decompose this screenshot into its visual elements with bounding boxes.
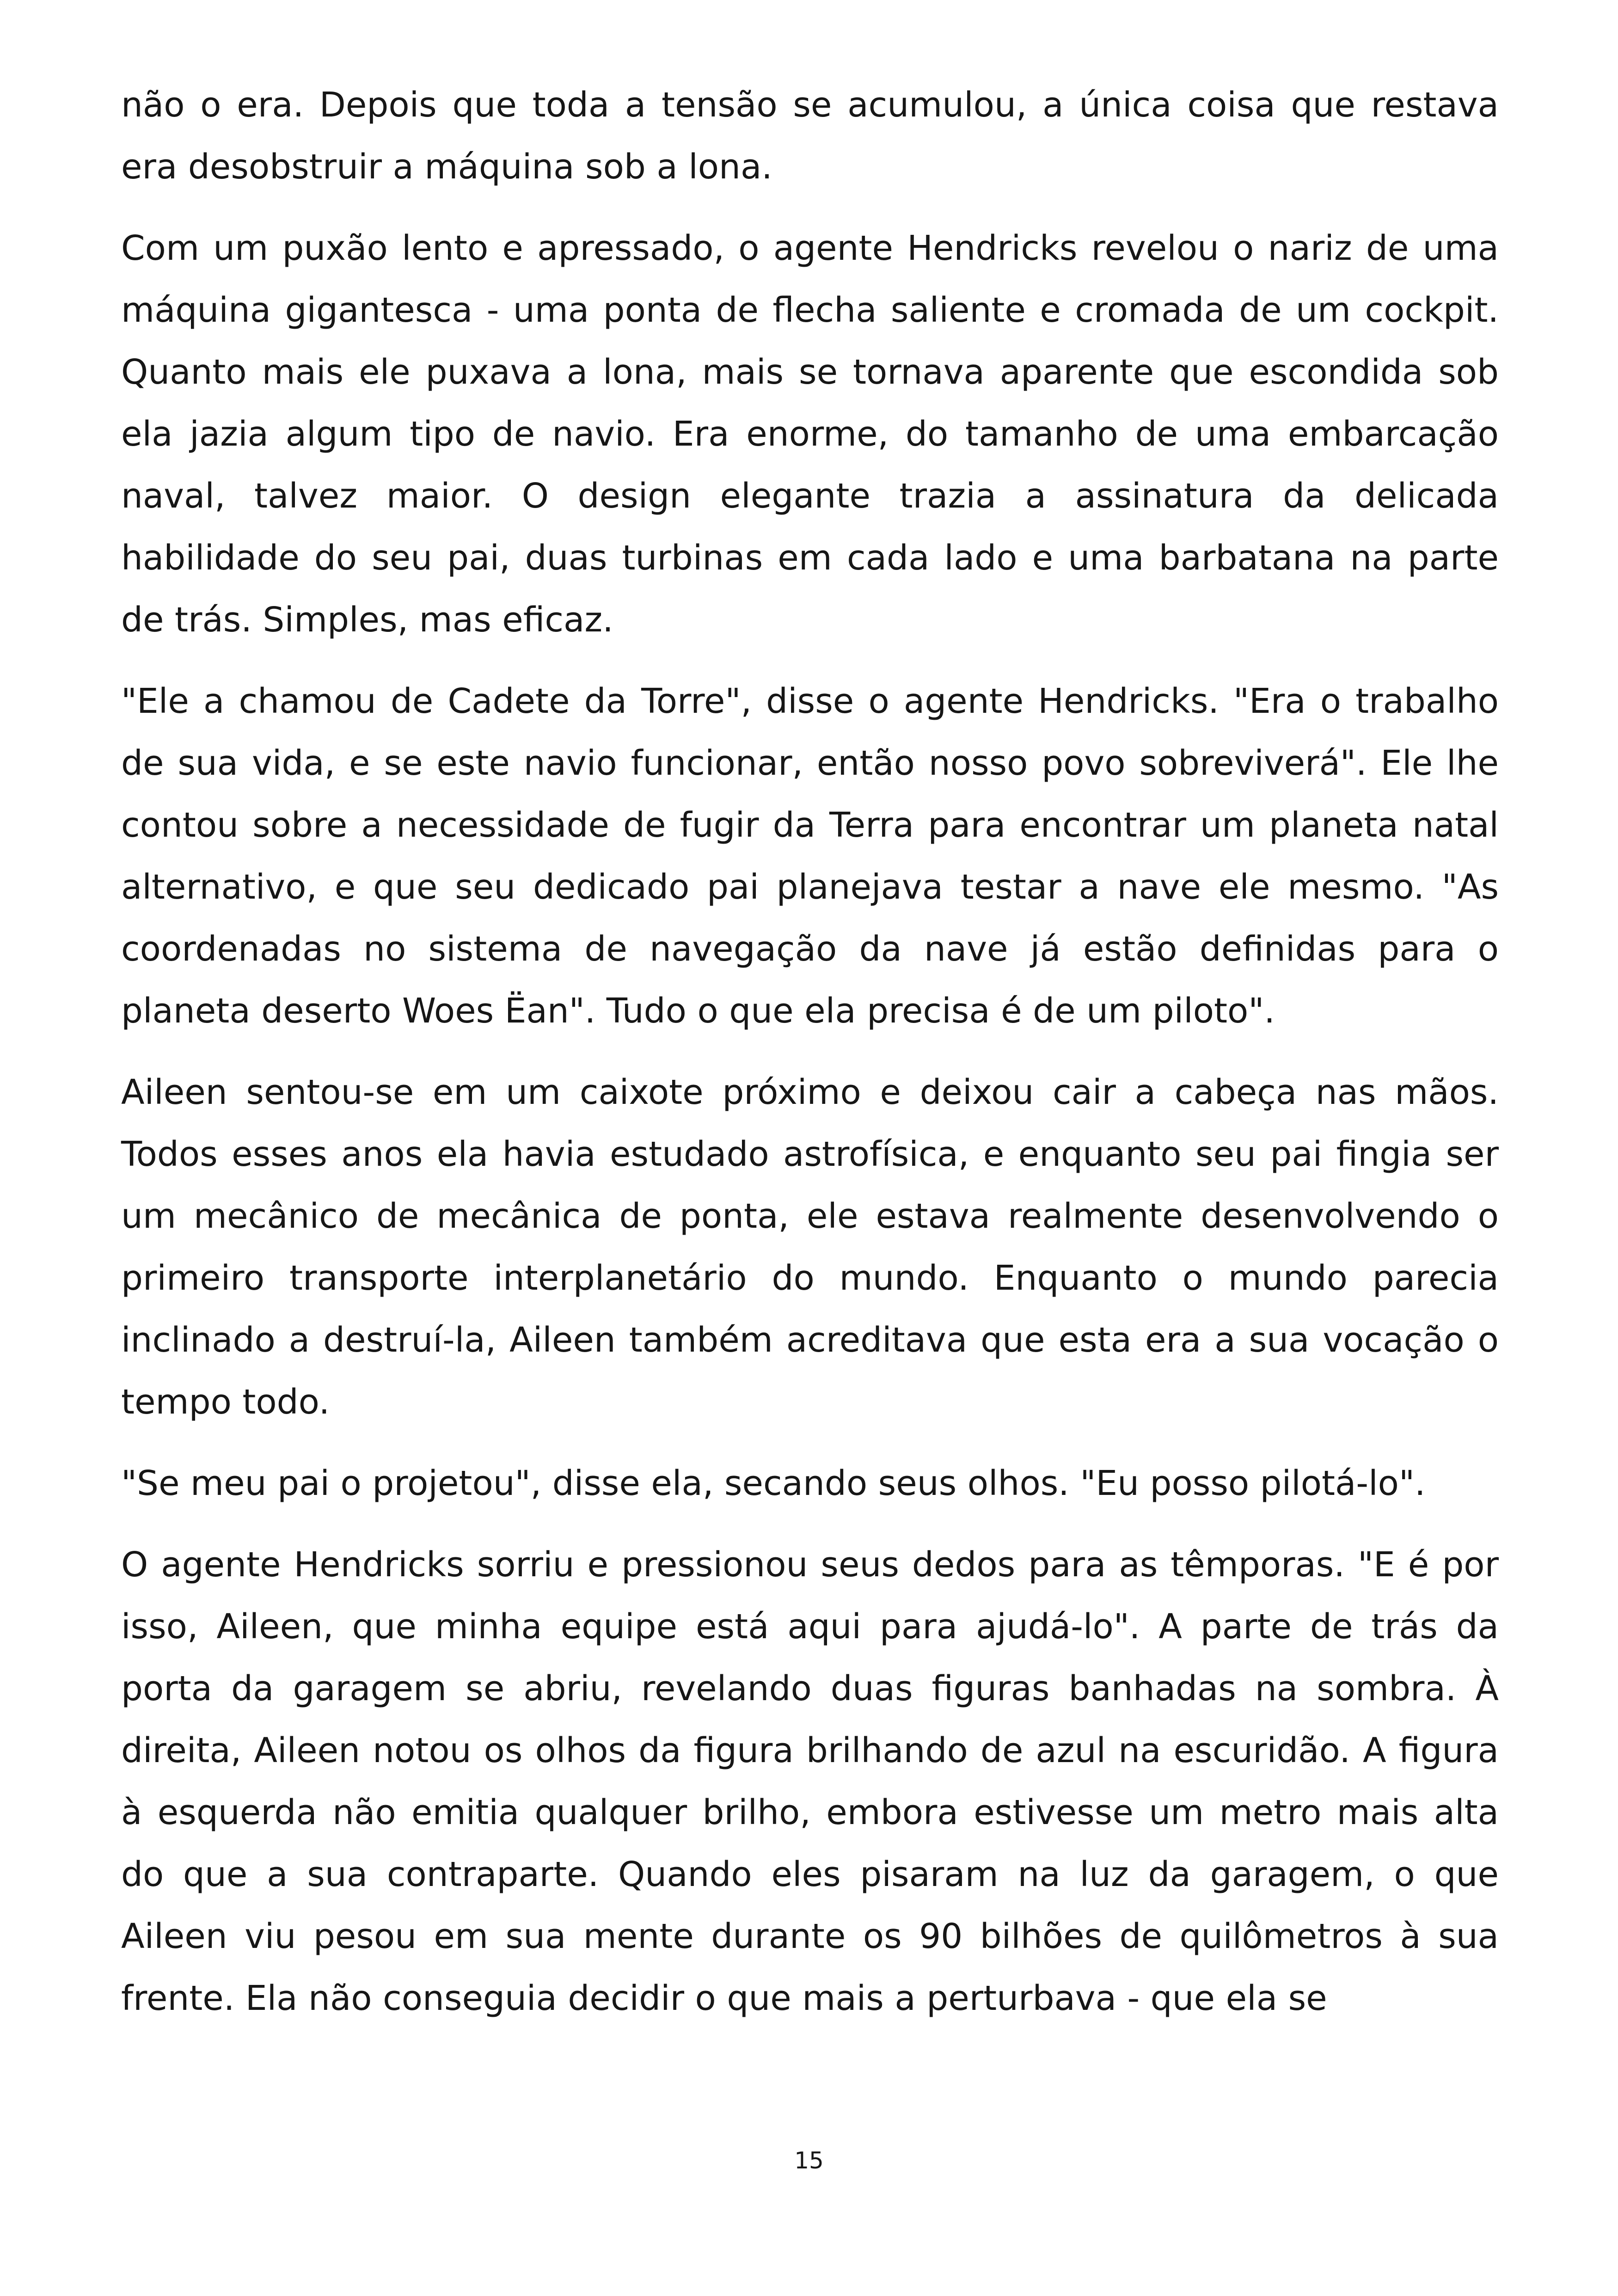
paragraph-1: não o era. Depois que toda a tensão se acumulou, a única coisa que restava era desobstruir a máquina sob a lona. — [121, 85, 1499, 187]
body-text — [121, 74, 1499, 2049]
paragraph-5: "Se meu pai o projetou", disse ela, secando seus olhos. "Eu posso pilotá-lo". — [121, 1463, 1426, 1503]
paragraph-2: Com um puxão lento e apressado, o agente Hendricks revelou o nariz de uma máquina gigantesca - uma ponta de flecha saliente e cromada de um cockpit. Quanto mais ele puxava a lona, mais se tornava aparente que escondida sob ela jazia algum tipo de navio. Era enorme, do tamanho de uma embarcação naval, talvez maior. O design elegante trazia a assinatura da delicada habilidade do seu pai, duas turbinas em cada lado e uma barbatana na parte de trás. Simples, mas eficaz. — [121, 228, 1499, 640]
paragraph-6: O agente Hendricks sorriu e pressionou seus dedos para as têmporas. "E é por isso, Aileen, que minha equipe está aqui para ajudá-lo". A parte de trás da porta da garagem se abriu, revelando duas figuras banhadas na sombra. À direita, Aileen notou os olhos da figura brilhando de azul na escuridão. A figura à esquerda não emitia qualquer brilho, embora estivesse um metro mais alta do que a sua contraparte. Quando eles pisaram na luz da garagem, o que Aileen viu pesou em sua mente durante os 90 bilhões de quilômetros à sua frente. Ela não conseguia decidir o que mais a perturbava - que ela se — [121, 1545, 1499, 2018]
paragraph-3: "Ele a chamou de Cadete da Torre", disse o agente Hendricks. "Era o trabalho de sua vida, e se este navio funcionar, então nosso povo sobreviverá". Ele lhe contou sobre a necessidade de fugir da Terra para encontrar um planeta natal alternativo, e que seu dedicado pai planejava testar a nave ele mesmo. "As coordenadas no sistema de navegação da nave já estão definidas para o planeta deserto Woes Ëan". Tudo o que ela precisa é de um piloto". — [121, 681, 1499, 1031]
paragraph-4: Aileen sentou-se em um caixote próximo e deixou cair a cabeça nas mãos. Todos esses anos ela havia estudado astrofísica, e enquanto seu pai fingia ser um mecânico de mecânica de ponta, ele estava realmente desenvolvendo o primeiro transporte interplanetário do mundo. Enquanto o mundo parecia inclinado a destruí-la, Aileen também acreditava que esta era a sua vocação o tempo todo. — [121, 1072, 1499, 1422]
page-number: 15 — [794, 2147, 824, 2174]
